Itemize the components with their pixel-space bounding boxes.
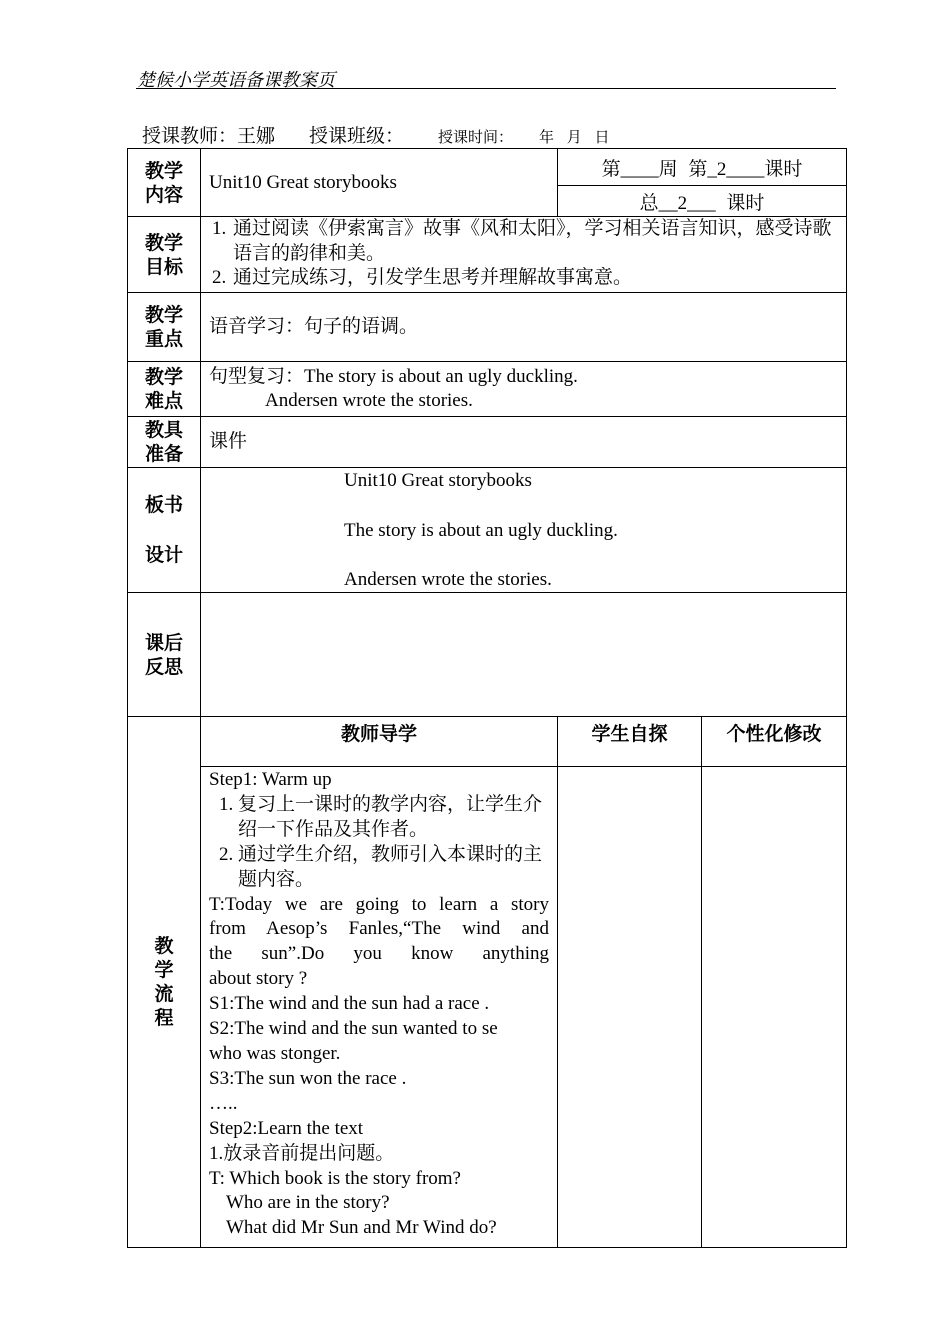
student-line: S3:The sun won the race . — [209, 1067, 407, 1089]
reflection-value — [201, 593, 847, 717]
column-revision: 个性化修改 — [702, 717, 847, 767]
teacher-line: from Aesop’s Fanles,“The wind and — [209, 918, 549, 940]
teacher-label: 授课教师：王娜 — [142, 126, 276, 147]
board-line: Andersen wrote the stories. — [344, 569, 552, 590]
board-line: The story is about an ugly duckling. — [344, 519, 618, 541]
page-header-title: 楚候小学英语备课教案页 — [137, 70, 335, 90]
teacher-line: the sun”.Do you know anything — [209, 943, 549, 965]
goals-list — [201, 217, 846, 291]
lesson-meta — [142, 121, 610, 148]
column-student-explore: 学生自探 — [558, 717, 702, 767]
week-period: 第____周 第_2____课时 — [558, 149, 847, 186]
key-points-value: 语音学习：句子的语调。 — [201, 293, 847, 362]
board-label-2: 设计 — [144, 544, 183, 566]
student-line: S2:The wind and the sun wanted to se — [209, 1018, 498, 1040]
step2-title: Step2:Learn the text — [209, 1117, 364, 1139]
difficulties-cell — [201, 362, 847, 417]
question-line: T: Which book is the story from? — [209, 1167, 461, 1189]
student-line: who was stonger. — [209, 1042, 341, 1064]
board-design — [201, 468, 847, 593]
question-line: Who are in the story? — [226, 1192, 390, 1214]
step1-item: 1. 复习上一课时的教学内容，让学生介绍一下作品及其作者。 — [238, 793, 549, 843]
goals-cell — [201, 217, 847, 293]
difficulties-label: 教学难点 — [128, 362, 201, 417]
class-label: 授课班级： — [309, 126, 405, 147]
question-line: What did Mr Sun and Mr Wind do? — [226, 1217, 497, 1239]
goals-label: 教学目标 — [128, 217, 201, 293]
student-line: S1:The wind and the sun had a race . — [209, 993, 490, 1015]
time-label: 授课时间： — [438, 130, 514, 146]
board-label-1: 板书 — [144, 494, 183, 516]
teacher-line: T:Today we are going to learn a story — [209, 893, 549, 915]
content-label: 教学内容 — [128, 149, 201, 217]
lesson-plan-table — [127, 148, 847, 1248]
reflection-label: 课后反思 — [128, 593, 201, 717]
board-line: Unit10 Great storybooks — [344, 470, 532, 491]
header-divider — [136, 88, 836, 89]
step1-list — [209, 793, 549, 893]
process-label: 教学流程 — [128, 717, 201, 1248]
key-points-label: 教学重点 — [128, 293, 201, 362]
materials-value: 课件 — [201, 417, 847, 468]
content-value: Unit10 Great storybooks — [201, 149, 558, 217]
board-label — [128, 468, 201, 593]
step2-item: 1.放录音前提出问题。 — [209, 1142, 395, 1164]
materials-label: 教具准备 — [128, 417, 201, 468]
step1-item: 2. 通过学生介绍，教师引入本课时的主题内容。 — [238, 843, 549, 893]
goal-item: 1. 通过阅读《伊索寓言》故事《风和太阳》，学习相关语言知识，感受诗歌语言的韵律和美。 — [231, 217, 840, 266]
difficulties-line-1: 句型复习：The story is about an ugly duckling. — [209, 366, 578, 387]
goal-item: 2. 通过完成练习，引发学生思考并理解故事寓意。 — [231, 266, 840, 291]
revision-content — [702, 767, 847, 1248]
student-explore-content — [558, 767, 702, 1248]
date-label: 年 月 日 — [539, 130, 610, 146]
difficulties-line-2: Andersen wrote the stories. — [265, 390, 473, 411]
step1-title: Step1: Warm up — [209, 769, 332, 790]
teacher-guide-content — [201, 767, 558, 1248]
ellipsis: ….. — [209, 1092, 238, 1114]
teacher-line: about story ? — [209, 968, 308, 990]
column-teacher-guide: 教师导学 — [201, 717, 558, 767]
total-periods: 总__2___ 课时 — [558, 186, 847, 217]
